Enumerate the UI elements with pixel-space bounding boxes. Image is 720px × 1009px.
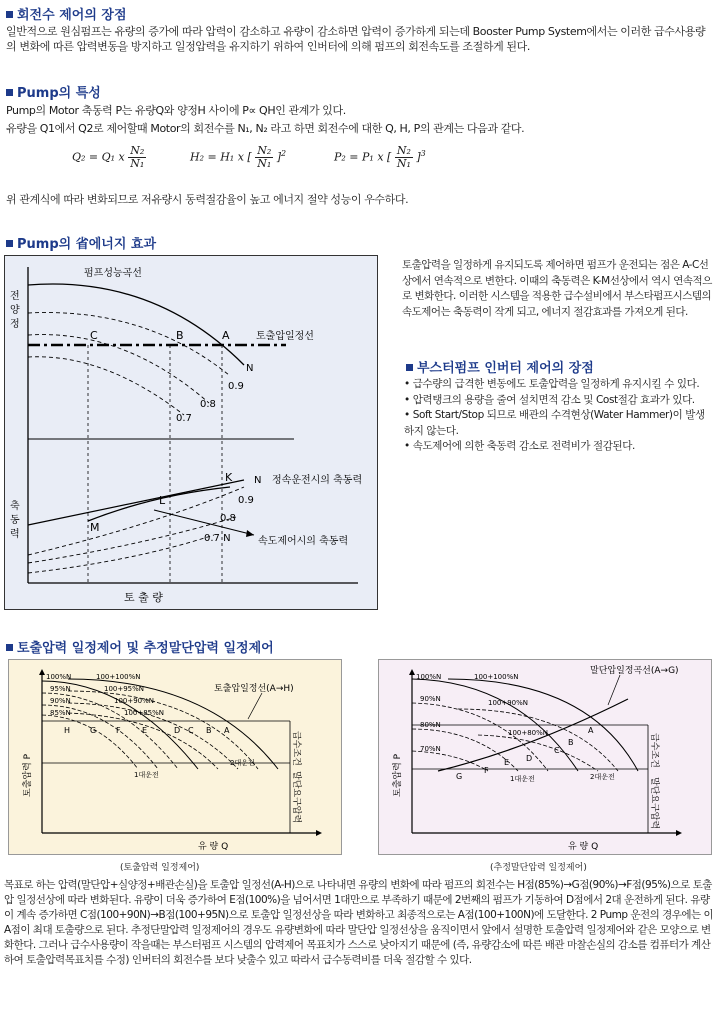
list-item: • Soft Start/Stop 되므로 배관의 수격현상(Water Hammer)이 발생하지 않는다. — [404, 409, 705, 437]
curve-label: 85%N — [50, 709, 71, 717]
curve-08-label: 0.8 — [200, 399, 216, 410]
formula-flow-lhs: Q₂ = Q₁ x — [72, 150, 125, 164]
point-h: H — [64, 726, 71, 735]
const-speed-label: 정속운전시의 축동력 — [272, 475, 363, 486]
curve-n-label: N — [246, 363, 254, 374]
point-d: D — [174, 726, 181, 735]
formula-power — [334, 145, 426, 170]
y-axis-label: 토출압력 P — [23, 753, 33, 797]
energy-saving-chart — [4, 255, 378, 610]
y-axis-label: 토출압력 P — [393, 753, 403, 797]
formula-head — [190, 145, 286, 170]
end-pressure-chart — [378, 659, 712, 855]
y-label-top-3: 정 — [10, 319, 20, 330]
pump-curve-label: 펌프성능곡선 — [84, 268, 142, 279]
speed-control-label: 속도제어시의 축동력 — [258, 536, 349, 547]
curve-label: 95%N — [50, 685, 71, 693]
point-b: B — [176, 329, 184, 342]
curve-label: 80%N — [420, 721, 441, 729]
list-item: • 급수량의 급격한 변동에도 토출압력을 일정하게 유지시킬 수 있다. — [404, 378, 700, 390]
point-l: L — [159, 494, 166, 507]
exponent: 2 — [281, 148, 287, 158]
constant-pressure-label: 토출압일정선(A→H) — [214, 684, 294, 694]
point-k: K — [225, 471, 233, 484]
curve-07-label: 0.7 — [176, 413, 192, 424]
curve-09-label: 0.9 — [228, 381, 244, 392]
list-item: • 속도제어에 의한 축동력 감소로 전력비가 절감된다. — [404, 440, 635, 452]
end-pressure-label: 말단요구압력 — [291, 771, 301, 824]
constant-pressure-label: 토출압일정선 — [256, 331, 314, 342]
chart-frame — [5, 256, 378, 610]
curve-label: 100+95%N — [104, 685, 145, 693]
bracket: ] — [416, 150, 421, 164]
fraction — [395, 145, 413, 170]
point-g: G — [456, 772, 463, 781]
curve-label: 90%N — [420, 695, 441, 703]
x-axis-label: 유 량 Q — [198, 842, 229, 852]
point-f: F — [484, 766, 489, 775]
discharge-pressure-chart — [8, 659, 342, 855]
y-label-bottom-3: 력 — [10, 529, 20, 540]
y-label-top-2: 양 — [10, 305, 20, 316]
fraction — [128, 145, 146, 170]
point-e: E — [504, 758, 510, 767]
point-c: C — [188, 726, 194, 735]
curve-label: 100%N — [46, 673, 72, 681]
point-c: C — [90, 329, 98, 342]
denominator: N₁ — [130, 157, 145, 170]
point-m: M — [90, 521, 100, 534]
pump-flow-relation: 유량을 Q1에서 Q2로 제어할때 Motor의 회전수를 N₁, N₂ 라고 하면 회전수에 대한 Q, H, P의 관계는 다음과 같다. — [6, 122, 525, 135]
curve-label: 100+90%N — [114, 697, 155, 705]
title-text: Pump의 省에너지 효과 — [17, 237, 157, 252]
x-axis-label: 토 출 량 — [124, 591, 163, 604]
end-pressure-label: 말단압일정곡선(A→G) — [590, 666, 679, 676]
section-title-energy-saving — [6, 233, 156, 252]
exponent: 3 — [420, 148, 426, 158]
point-d: D — [526, 754, 533, 763]
point-g: G — [90, 726, 97, 735]
title-text: Pump의 특성 — [17, 86, 101, 101]
denominator: N₁ — [257, 157, 272, 170]
fraction — [255, 145, 273, 170]
inverter-advantages-list — [404, 377, 714, 455]
section-title-inverter-advantages — [406, 357, 594, 376]
formula-power-lhs: P₂ = P₁ x [ — [334, 150, 392, 164]
curve-label: 100+90%N — [488, 699, 529, 707]
square-bullet-icon — [6, 240, 13, 247]
square-bullet-icon — [6, 644, 13, 651]
section-body-rotation: 일반적으로 원심펌프는 유량의 증가에 따라 압력이 감소하고 유량이 감소하면 압력이 증가하게 되는데 Booster Pump System에서는 이러한 급수사용량의 변화에 따른 압력변동을 방지하고 일정압력을 유지하기 위하여 인버터에 의해 펌프의 회전속도를 조절하게 된다. — [6, 25, 706, 53]
curve-label: 100+80%N — [508, 729, 549, 737]
title-text: 회전수 제어의 장점 — [17, 8, 127, 23]
list-item: • 압력탱크의 용량을 줄여 설치면적 감소 및 Cost절감 효과가 있다. — [404, 393, 695, 406]
point-a: A — [222, 329, 230, 342]
numerator: N₂ — [396, 144, 411, 157]
power-07-label: 0.7 N — [204, 533, 231, 544]
pressure-control-text: 목표로 하는 압력(말단압+실양정+배관손실)을 토출압 일정선(A-H)으로 나타내면 유량의 변화에 따라 펌프의 회전수는 H점(85%)→G점(90%)→F점(95%)으로 토출압 일정선상에 따라 변화된다. 유량이 더욱 증가하여 E점(100%)을 넘어서면 1대만으로 부족하기 때문에 2번째의 펌프가 기동하여 D점에서 2대 운전하게 된다. 유량이 계속 증가하면 C점(100+90N)→B점(100+95N)으로 토출압 일정선상을 따라 변화하고 최종적으로는 A점(100+100N)에 도달한다. 2 Pump 운전의 경우에는 이 A점이 최대 토출량으로 된다. 추정단말압력 일정제어의 경우도 유량변화에 따라 말단압 일정선상을 움직이면서 앞에서 설명한 토출압력 일정제어와 같은 모양으로 변화한다. 그러나 급수사용량이 작을때는 부스터펌프 시스템의 압력제어 목표치가 스스로 낮아지기 때문에 (즉, 유량감소에 따른 배관 마찰손실의 감소를 컴퓨터가 계산하여 토출압력목표치를 수정) 인버터의 회전수를 보다 낮출수 있고 따라서 급수동력비를 더욱 절감할 수 있다. — [4, 879, 714, 966]
dual-pump-label: 2대운전 — [590, 773, 615, 781]
curve-label: 100+85%N — [124, 709, 165, 717]
y-label-top-1: 전 — [10, 291, 20, 302]
x-axis-label: 유 량 Q — [568, 842, 599, 852]
square-bullet-icon — [6, 11, 13, 18]
pump-power-relation: Pump의 Motor 축동력 P는 유량Q와 양정H 사이에 P∝ QH인 관계가 있다. — [6, 104, 346, 117]
square-bullet-icon — [406, 364, 413, 371]
curve-label: 100%N — [416, 673, 442, 681]
y-label-bottom-1: 축 — [10, 501, 20, 512]
section-title-rotation — [6, 4, 127, 23]
supply-condition-label: 급수조건 — [649, 733, 659, 768]
dual-pump-label: 2대운전 — [230, 759, 255, 767]
title-text: 부스터펌프 인버터 제어의 장점 — [417, 361, 594, 376]
curve-label: 90%N — [50, 697, 71, 705]
formula-head-lhs: H₂ = H₁ x [ — [190, 150, 252, 164]
bracket: ] — [276, 150, 282, 164]
square-bullet-icon — [6, 89, 13, 96]
point-a: A — [224, 726, 230, 735]
single-pump-label: 1대운전 — [134, 771, 159, 779]
point-b: B — [206, 726, 212, 735]
section-title-pressure-control — [6, 637, 274, 656]
power-09-label: 0.9 — [238, 495, 254, 506]
supply-condition-label: 급수조건 — [291, 731, 301, 766]
left-chart-caption: (토출압력 일정제어) — [120, 863, 200, 873]
denominator: N₁ — [396, 157, 411, 170]
right-chart-caption: (추정말단압력 일정제어) — [490, 863, 587, 873]
curve-label: 70%N — [420, 745, 441, 753]
end-pressure-required-label: 말단요구압력 — [649, 777, 659, 830]
energy-saving-text: 토출압력을 일정하게 유지되도록 제어하면 펌프가 운전되는 점은 A-C선상에서 연속적으로 변한다. 이때의 축동력은 K-M선상에서 역시 연속적으로 변화한다. 이러한 시스템을 적용한 급수설비에서 부스타펌프시스템의 속도제어는 축동력이 작게 되고, 에너지 절감효과를 가져오게 된다. — [402, 259, 712, 318]
single-pump-label: 1대운전 — [510, 775, 535, 783]
numerator: N₂ — [257, 144, 272, 157]
point-e: E — [142, 726, 148, 735]
numerator: N₂ — [130, 144, 145, 157]
point-f: F — [116, 726, 121, 735]
formula-flow — [72, 145, 146, 170]
curve-label: 100+100%N — [96, 673, 141, 681]
point-b: B — [568, 738, 574, 747]
point-a: A — [588, 726, 594, 735]
y-label-bottom-2: 동 — [10, 515, 20, 526]
point-c: C — [554, 746, 560, 755]
title-text: 토출압력 일정제어 및 추정말단압력 일정제어 — [17, 641, 274, 656]
chart-frame — [379, 660, 712, 855]
curve-label: 100+100%N — [474, 673, 519, 681]
formula-conclusion: 위 관계식에 따라 변화되므로 저유량시 동력절감율이 높고 에너지 절약 성능이 우수하다. — [6, 193, 409, 206]
power-n-label: N — [254, 475, 262, 486]
power-08-label: 0.8 — [220, 513, 236, 524]
section-title-pump-characteristics — [6, 82, 101, 101]
